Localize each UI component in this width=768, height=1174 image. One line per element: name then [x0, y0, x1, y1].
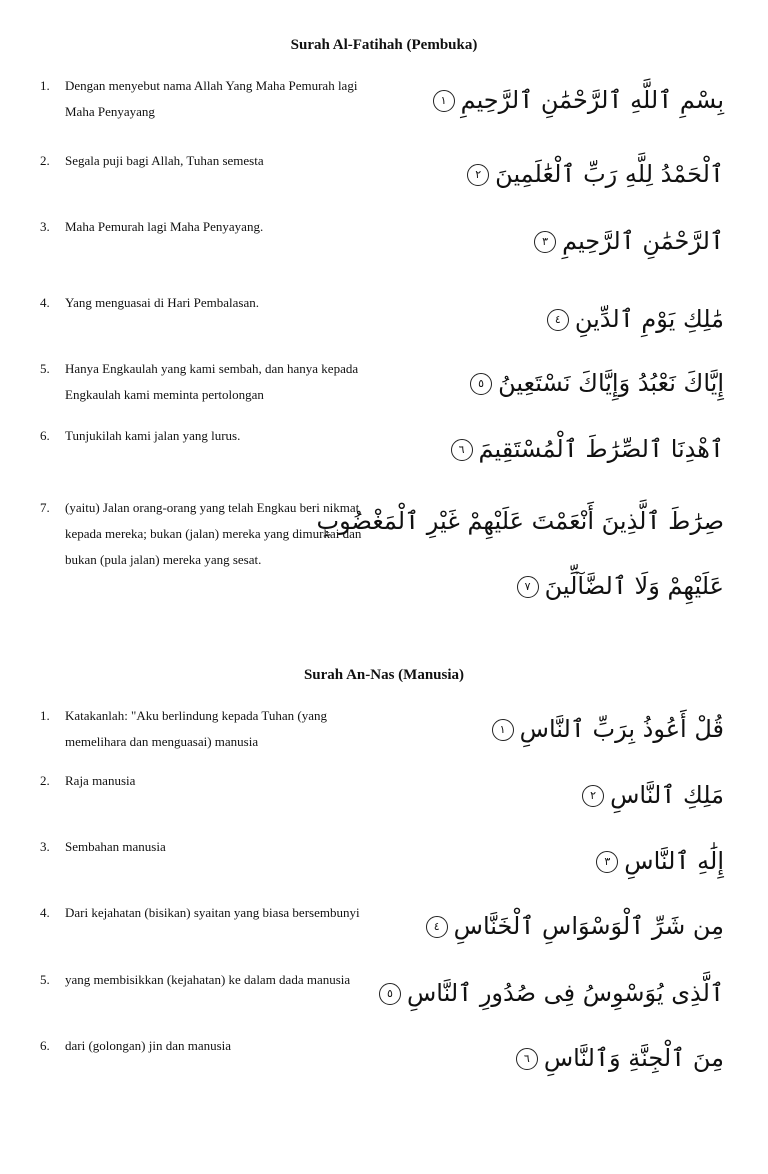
arabic-text: ٱهْدِنَا ٱلصِّرَٰطَ ٱلْمُسْتَقِيمَ — [478, 435, 724, 463]
arabic-text: ٱلَّذِى يُوَسْوِسُ فِى صُدُورِ ٱلنَّاسِ — [406, 979, 724, 1007]
verse-number: 2. — [40, 153, 50, 168]
verse-end-marker: ١ — [492, 719, 514, 741]
verse-number: 3. — [40, 839, 50, 854]
verse-arabic — [317, 505, 724, 537]
arabic-text: صِرَٰطَ ٱلَّذِينَ أَنْعَمْتَ عَلَيْهِمْ غَيْرِ ٱلْمَغْضُوبِ — [316, 507, 724, 535]
arabic-text: ٱلْحَمْدُ لِلَّهِ رَبِّ ٱلْعَٰلَمِينَ — [495, 160, 724, 188]
surah-nas-title: Surah An-Nas (Manusia) — [303, 667, 465, 683]
verse-translation: Yang menguasai di Hari Pembalasan. — [65, 295, 260, 310]
arabic-text: ٱلرَّحْمَٰنِ ٱلرَّحِيمِ — [562, 227, 724, 255]
verse-translation: Tunjukilah kami jalan yang lurus. — [65, 428, 241, 443]
arabic-text: مِن شَرِّ ٱلْوَسْوَاسِ ٱلْخَنَّاسِ — [453, 912, 724, 940]
arabic-text: إِلَٰهِ ٱلنَّاسِ — [624, 847, 724, 875]
verse-arabic — [379, 977, 724, 1009]
verse-translation: Raja manusia — [65, 773, 136, 788]
verse-translation: yang membisikkan (kejahatan) ke dalam dada manusia — [65, 972, 351, 987]
arabic-text: إِيَّاكَ نَعْبُدُ وَإِيَّاكَ نَسْتَعِينُ — [498, 369, 724, 397]
verse-translation: Katakanlah: "Aku berlindung kepada Tuhan (yang memelihara dan menguasai) manusia — [65, 708, 327, 749]
verse-translation: Sembahan manusia — [65, 839, 166, 854]
arabic-text: بِسْمِ ٱللَّهِ ٱلرَّحْمَٰنِ ٱلرَّحِيمِ — [460, 86, 724, 114]
verse-arabic — [433, 84, 724, 116]
verse-number: 7. — [40, 500, 50, 515]
verse-end-marker: ٥ — [470, 373, 492, 395]
verse-arabic — [492, 713, 724, 745]
verse-end-marker: ٣ — [596, 851, 618, 873]
verse-end-marker: ٣ — [534, 231, 556, 253]
verse-number: 5. — [40, 361, 50, 376]
verse-end-marker: ٦ — [451, 439, 473, 461]
verse-arabic — [596, 845, 724, 877]
verse-end-marker: ٦ — [516, 1048, 538, 1070]
verse-translation: dari (golongan) jin dan manusia — [65, 1038, 232, 1053]
verse-translation: (yaitu) Jalan orang-orang yang telah Engkau beri nikmat kepada mereka; bukan (jalan) mereka yang dimurkai dan bukan (pula jalan) mereka yang sesat. — [65, 500, 362, 567]
verse-number: 3. — [40, 219, 50, 234]
verse-number: 4. — [40, 295, 50, 310]
verse-number: 1. — [40, 78, 50, 93]
verse-number: 4. — [40, 905, 50, 920]
verse-number: 5. — [40, 972, 50, 987]
verse-translation: Maha Pemurah lagi Maha Penyayang. — [65, 219, 264, 234]
arabic-text: قُلْ أَعُوذُ بِرَبِّ ٱلنَّاسِ — [519, 715, 724, 743]
verse-number: 2. — [40, 773, 50, 788]
verse-arabic — [547, 303, 724, 335]
verse-end-marker: ٢ — [582, 785, 604, 807]
verse-end-marker: ٤ — [547, 309, 569, 331]
verse-arabic-continued — [517, 570, 724, 602]
verse-arabic — [516, 1042, 724, 1074]
verse-arabic — [451, 433, 724, 465]
verse-arabic — [426, 910, 724, 942]
verse-end-marker: ٧ — [517, 576, 539, 598]
verse-number: 1. — [40, 708, 50, 723]
verse-translation: Hanya Engkaulah yang kami sembah, dan hanya kepada Engkaulah kami meminta pertolongan — [65, 361, 359, 402]
verse-arabic — [534, 225, 724, 257]
verse-arabic — [582, 779, 724, 811]
arabic-text: مِنَ ٱلْجِنَّةِ وَٱلنَّاسِ — [543, 1044, 724, 1072]
verse-end-marker: ٢ — [467, 164, 489, 186]
verse-arabic — [467, 158, 724, 190]
verse-number: 6. — [40, 1038, 50, 1053]
verse-translation: Dari kejahatan (bisikan) syaitan yang biasa bersembunyi — [65, 905, 360, 920]
verse-end-marker: ٥ — [379, 983, 401, 1005]
verse-arabic — [470, 367, 724, 399]
verse-end-marker: ١ — [433, 90, 455, 112]
arabic-text: مَلِكِ ٱلنَّاسِ — [610, 781, 724, 809]
arabic-text: مَٰلِكِ يَوْمِ ٱلدِّينِ — [574, 305, 724, 333]
verse-translation: Segala puji bagi Allah, Tuhan semesta — [65, 153, 264, 168]
verse-end-marker: ٤ — [426, 916, 448, 938]
verse-number: 6. — [40, 428, 50, 443]
arabic-text: عَلَيْهِمْ وَلَا ٱلضَّآلِّينَ — [544, 572, 724, 600]
surah-fatihah-title: Surah Al-Fatihah (Pembuka) — [290, 37, 478, 53]
verse-translation: Dengan menyebut nama Allah Yang Maha Pemurah lagi Maha Penyayang — [65, 78, 358, 119]
